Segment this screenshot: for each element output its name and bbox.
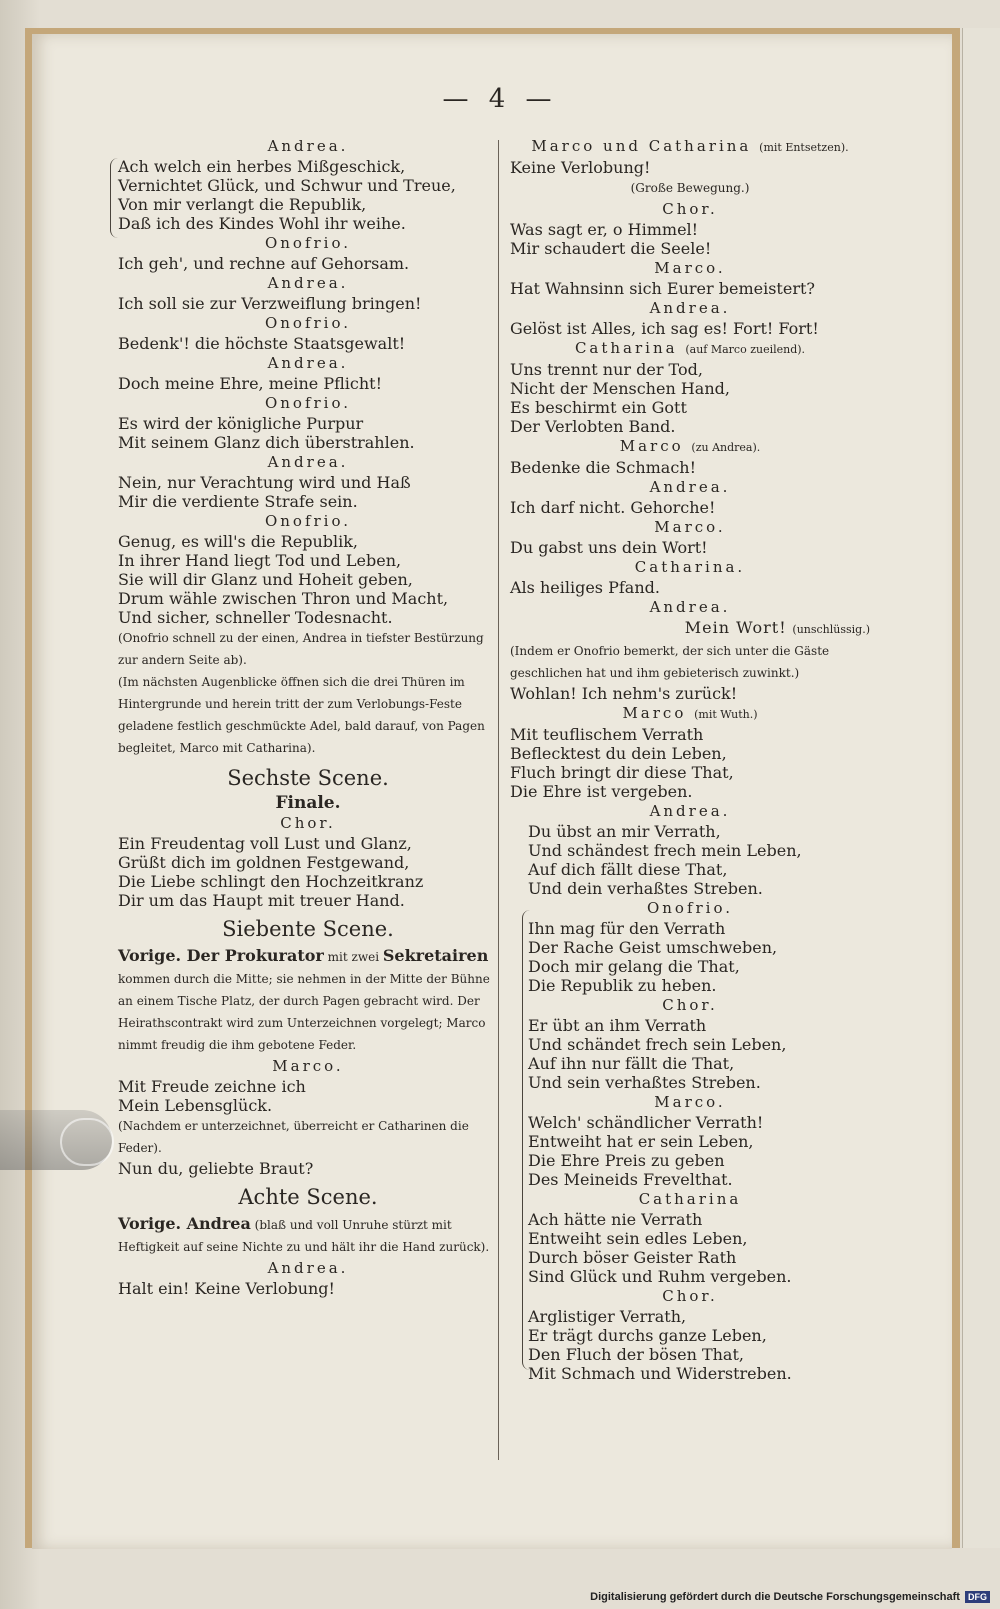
speaker-label: Onofrio. — [646, 899, 734, 917]
verse-line: Genug, es will's die Republik, — [118, 532, 359, 551]
verse-line: Nicht der Menschen Hand, — [510, 379, 730, 398]
scanner-clip-ring — [60, 1118, 114, 1166]
speaker-label: Catharina. — [634, 558, 746, 576]
cast-text: mit zwei — [323, 950, 383, 964]
verse-line: Arglistiger Verrath, — [528, 1307, 687, 1326]
verse-line: Und sein verhaßtes Streben. — [528, 1073, 761, 1092]
cast-names: Vorige. Der Prokurator — [118, 946, 324, 965]
verse-line: Uns trennt nur der Tod, — [510, 360, 703, 379]
verse-line: Ach hätte nie Verrath — [528, 1210, 703, 1229]
cast-entrance — [118, 945, 498, 1056]
speaker-label: Onofrio. — [264, 512, 352, 530]
left-column — [118, 136, 498, 1298]
speaker-label: Onofrio. — [264, 394, 352, 412]
verse-line: Sie will dir Glanz und Hoheit geben, — [118, 570, 413, 589]
verse-line: Gelöst ist Alles, ich sag es! Fort! Fort! — [510, 319, 819, 338]
speaker-label: Onofrio. — [264, 314, 352, 332]
speaker-direction: (auf Marco zueilend). — [685, 343, 806, 356]
verse-line: Er übt an ihm Verrath — [528, 1016, 707, 1035]
stage-direction: (Nachdem er unterzeichnet, überreicht er Catharinen die Feder). — [118, 1119, 469, 1155]
speaker-name: Catharina — [574, 339, 678, 357]
speaker-label — [510, 704, 870, 724]
speaker-label: Andrea. — [267, 1259, 349, 1277]
speaker-label — [510, 437, 870, 457]
verse-line: Es beschirmt ein Gott — [510, 398, 687, 417]
speaker-label: Marco. — [272, 1057, 344, 1075]
verse-line: Den Fluch der bösen That, — [528, 1345, 744, 1364]
verse-line: Grüßt dich im goldnen Festgewand, — [118, 853, 410, 872]
verse-line: Halt ein! Keine Verlobung! — [118, 1279, 335, 1298]
verse-line: Ich darf nicht. Gehorche! — [510, 498, 716, 517]
verse-brace — [110, 158, 119, 238]
speaker-name: Marco — [622, 704, 687, 722]
speaker-label: Chor. — [662, 1287, 718, 1305]
verse-line: Mir die verdiente Strafe sein. — [118, 492, 358, 511]
verse-line: Die Liebe schlingt den Hochzeitkranz — [118, 872, 424, 891]
digitization-credit — [590, 1591, 990, 1603]
speaker-label: Andrea. — [649, 478, 731, 496]
verse-line: Ein Freudentag voll Lust und Glanz, — [118, 834, 412, 853]
verse-line: Entweiht hat er sein Leben, — [528, 1132, 754, 1151]
stage-direction: (Große Bewegung.) — [630, 181, 750, 195]
column-divider — [498, 140, 499, 1460]
verse-line: Hat Wahnsinn sich Eurer bemeistert? — [510, 279, 815, 298]
verse-line: Drum wähle zwischen Thron und Macht, — [118, 589, 449, 608]
stage-direction: (Indem er Onofrio bemerkt, der sich unter die Gäste geschlichen hat und ihm gebieterisch zuwinkt.) — [510, 644, 830, 680]
verse-line: Du übst an mir Verrath, — [528, 822, 721, 841]
speaker-label: Andrea. — [649, 299, 731, 317]
page-number: — 4 — — [442, 84, 558, 114]
verse-line: Entweiht sein edles Leben, — [528, 1229, 748, 1248]
verse-line: Er trägt durchs ganze Leben, — [528, 1326, 767, 1345]
speaker-label: Andrea. — [649, 598, 731, 616]
speaker-label: Andrea. — [267, 137, 349, 155]
right-column — [510, 136, 870, 1383]
stage-direction: (Onofrio schnell zu der einen, Andrea in tiefster Bestürzung zur andern Seite ab). — [118, 631, 484, 667]
speaker-label: Marco. — [654, 259, 726, 277]
stage-direction: (Im nächsten Augenblicke öffnen sich die drei Thüren im Hintergrunde und herein tritt der zum Verlobungs-Feste geladene festlich geschmückte Adel, bald darauf, von Pagen begleitet, Marco mit Catharina). — [118, 675, 485, 755]
verse-line: Sind Glück und Ruhm vergeben. — [528, 1267, 792, 1286]
verse-line: Die Ehre Preis zu geben — [528, 1151, 725, 1170]
scene-heading: Siebente Scene. — [222, 917, 394, 941]
speaker-label: Marco. — [654, 518, 726, 536]
verse-line: Bedenk'! die höchste Staatsgewalt! — [118, 334, 406, 353]
verse-line: Bedenke die Schmach! — [510, 458, 697, 477]
speaker-label: Marco. — [654, 1093, 726, 1111]
speaker-label: Onofrio. — [264, 234, 352, 252]
verse-line — [510, 618, 870, 639]
finale-heading: Finale. — [275, 793, 341, 813]
verse-line: Ich geh', und rechne auf Gehorsam. — [118, 254, 410, 273]
stage-direction: kommen durch die Mitte; sie nehmen in der Mitte der Bühne an einem Tische Platz, der durch Pagen gebracht wird. Der Heirathscontrakt wird zum Unterzeichnen vorgelegt; Marco nimmt freudig die ihm gebotene Feder. — [118, 972, 490, 1052]
speaker-label: Andrea. — [267, 354, 349, 372]
verse-line: Wohlan! Ich nehm's zurück! — [510, 684, 738, 703]
speaker-name: Marco — [619, 437, 684, 455]
speaker-direction: (mit Entsetzen). — [759, 141, 849, 154]
verse-line: Auf dich fällt diese That, — [528, 860, 728, 879]
verse-line: Ach welch ein herbes Mißgeschick, — [118, 157, 406, 176]
verse-line: Nein, nur Verachtung wird und Haß — [118, 473, 411, 492]
verse-line: Daß ich des Kindes Wohl ihr weihe. — [118, 214, 406, 233]
speaker-label: Andrea. — [267, 274, 349, 292]
verse-text: Mein Wort! — [684, 618, 787, 637]
verse-line: Und dein verhaßtes Streben. — [528, 879, 763, 898]
verse-line: Der Rache Geist umschweben, — [528, 938, 778, 957]
verse-line: Keine Verlobung! — [510, 158, 651, 177]
verse-line: Nun du, geliebte Braut? — [118, 1159, 314, 1178]
verse-line: Durch böser Geister Rath — [528, 1248, 737, 1267]
speaker-label: Andrea. — [267, 453, 349, 471]
speaker-direction: (mit Wuth.) — [694, 708, 758, 721]
verse-line: Und schändet frech sein Leben, — [528, 1035, 787, 1054]
scene-heading: Sechste Scene. — [227, 766, 389, 790]
verse-line: Die Ehre ist vergeben. — [510, 782, 693, 801]
speaker-label: Catharina — [638, 1190, 742, 1208]
cast-names: Sekretairen — [382, 946, 489, 965]
verse-line: Vernichtet Glück, und Schwur und Treue, — [118, 176, 456, 195]
verse-line: Beflecktest du dein Leben, — [510, 744, 727, 763]
speaker-label — [510, 339, 870, 359]
cast-names: Vorige. Andrea — [118, 1214, 251, 1233]
verse-line: Mein Lebensglück. — [118, 1096, 273, 1115]
adjacent-page-edge — [962, 28, 1000, 1548]
verse-line: Was sagt er, o Himmel! — [510, 220, 699, 239]
verse-line: Mit teuflischem Verrath — [510, 725, 704, 744]
cast-entrance — [118, 1213, 498, 1258]
verse-line: Mit seinem Glanz dich überstrahlen. — [118, 433, 415, 452]
dfg-logo: DFG — [965, 1591, 990, 1603]
verse-line: Des Meineids Frevelthat. — [528, 1170, 733, 1189]
verse-line: Als heiliges Pfand. — [510, 578, 660, 597]
verse-line: Dir um das Haupt mit treuer Hand. — [118, 891, 405, 910]
speaker-name: Marco und Catharina — [531, 137, 752, 155]
speaker-label: Andrea. — [649, 802, 731, 820]
verse-line: Fluch bringt dir diese That, — [510, 763, 734, 782]
verse-line: Von mir verlangt die Republik, — [118, 195, 367, 214]
verse-line: Und schändest frech mein Leben, — [528, 841, 802, 860]
speaker-direction: (zu Andrea). — [691, 441, 761, 454]
credit-text: Digitalisierung gefördert durch die Deutsche Forschungsgemeinschaft — [590, 1591, 960, 1603]
verse-line: Mir schaudert die Seele! — [510, 239, 712, 258]
verse-line: Ich soll sie zur Verzweiflung bringen! — [118, 294, 422, 313]
verse-line: Welch' schändlicher Verrath! — [528, 1113, 764, 1132]
verse-line: Doch mir gelang die That, — [528, 957, 740, 976]
scene-heading: Achte Scene. — [238, 1185, 378, 1209]
speaker-direction: (unschlüssig.) — [792, 623, 870, 636]
verse-line: Mit Freude zeichne ich — [118, 1077, 306, 1096]
verse-line: Mit Schmach und Widerstreben. — [528, 1364, 792, 1383]
verse-line: Du gabst uns dein Wort! — [510, 538, 708, 557]
ensemble-brace — [522, 910, 531, 1370]
verse-line: Die Republik zu heben. — [528, 976, 717, 995]
stage-direction: (blaß und voll Unruhe stürzt mit Heftigkeit auf seine Nichte zu und hält ihr die Hand zurück). — [118, 1218, 490, 1254]
verse-line: Es wird der königliche Purpur — [118, 414, 364, 433]
verse-line: In ihrer Hand liegt Tod und Leben, — [118, 551, 402, 570]
verse-line: Doch meine Ehre, meine Pflicht! — [118, 374, 382, 393]
speaker-label: Chor. — [662, 996, 718, 1014]
verse-line: Auf ihn nur fällt die That, — [528, 1054, 735, 1073]
verse-line: Ihn mag für den Verrath — [528, 919, 726, 938]
speaker-label — [510, 137, 870, 157]
speaker-label: Chor. — [662, 200, 718, 218]
verse-line: Und sicher, schneller Todesnacht. — [118, 608, 393, 627]
verse-line: Der Verlobten Band. — [510, 417, 676, 436]
speaker-label: Chor. — [280, 814, 336, 832]
